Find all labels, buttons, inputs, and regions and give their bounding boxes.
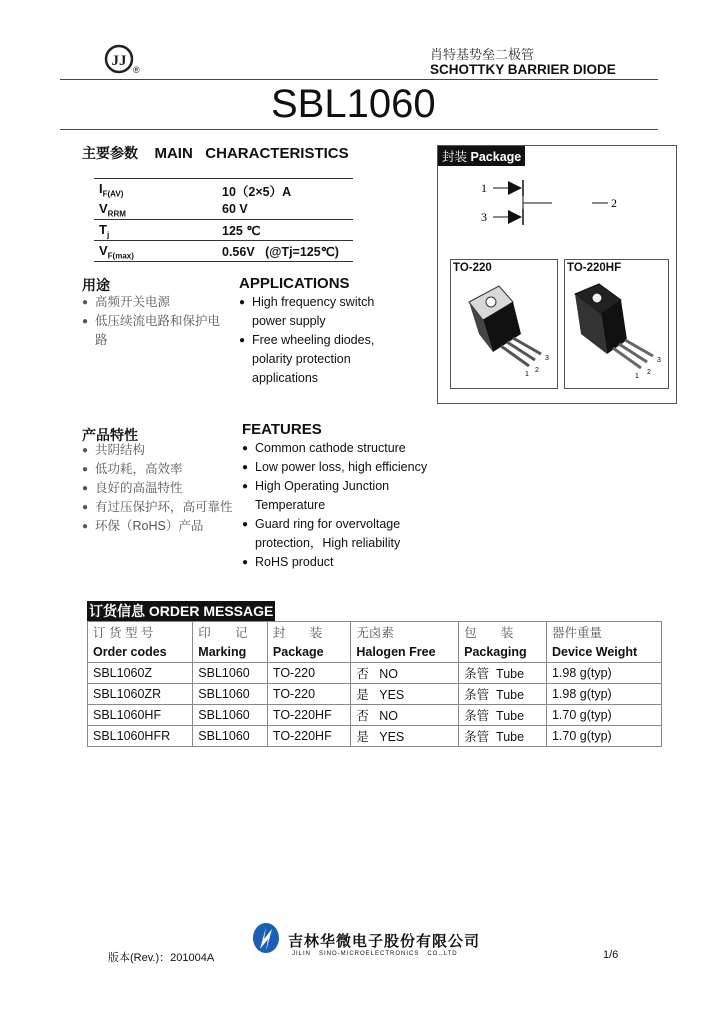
to220hf-pin2-label: 2 — [647, 369, 651, 376]
main-characteristics-heading — [82, 143, 349, 163]
page-number: 1/6 — [603, 949, 619, 961]
company-logo-icon — [250, 921, 282, 955]
order-header-zh-cell: 印 记 — [193, 622, 268, 643]
list-item: ● 低压续流电路和保护电路 — [82, 312, 232, 350]
package-title-en: Package — [470, 150, 522, 164]
list-item: ● Low power loss, high efficiency — [242, 458, 442, 477]
order-cell-halogen: 是 YES — [351, 684, 459, 705]
list-item: ● Guard ring for overvoltage protection，High reliability — [242, 515, 442, 553]
order-header-en-cell: Marking — [193, 642, 268, 663]
package-box — [437, 145, 677, 404]
header-rule — [60, 79, 658, 80]
to220-label: TO-220 — [453, 262, 492, 274]
order-cell-package: TO-220 — [267, 684, 350, 705]
order-cell-packaging: 条管 Tube — [459, 684, 547, 705]
title-rule — [60, 129, 658, 130]
to220hf-pin1-label: 1 — [635, 373, 639, 380]
package-title — [438, 146, 525, 166]
table-row — [88, 684, 662, 705]
char-value: 125 ℃ — [222, 224, 261, 238]
char-row — [94, 241, 353, 261]
package-title-zh: 封装 — [442, 150, 468, 164]
order-header-en-cell: Halogen Free — [351, 642, 459, 663]
order-cell-halogen: 否 NO — [351, 705, 459, 726]
order-header-zh-cell: 封 装 — [267, 622, 350, 643]
features-title-zh: 产品特性 — [82, 427, 138, 443]
to220hf-drawing-icon — [571, 280, 665, 380]
list-item: ● 有过压保护环，高可靠性 — [82, 498, 242, 517]
order-title-en: ORDER MESSAGE — [148, 603, 274, 619]
applications-title-en: APPLICATIONS — [239, 275, 350, 292]
product-type-en: SCHOTTKY BARRIER DIODE — [430, 62, 616, 77]
char-symbol: $I_{F(AV)}$ — [99, 181, 124, 199]
diode-schematic — [478, 176, 628, 226]
list-item: ● 共阴结构 — [82, 441, 242, 460]
order-header-zh-cell: 无卤素 — [351, 622, 459, 643]
order-cell-packaging: 条管 Tube — [459, 705, 547, 726]
char-symbol: $V_{F(max)}$ — [99, 243, 134, 261]
order-header-en-cell: Packaging — [459, 642, 547, 663]
applications-title-zh: 用途 — [82, 277, 110, 293]
order-cell-marking: SBL1060 — [193, 684, 268, 705]
order-header-zh-cell: 器件重量 — [546, 622, 661, 643]
order-cell-weight: 1.98 g(typ) — [546, 663, 661, 684]
char-row — [94, 199, 353, 220]
order-cell-package: TO-220HF — [267, 726, 350, 747]
applications-list-en — [239, 293, 387, 388]
to220-drawing-icon — [461, 280, 555, 380]
list-item: ● 低功耗，高效率 — [82, 460, 242, 479]
order-cell-halogen: 否 NO — [351, 663, 459, 684]
order-header-zh-row — [88, 622, 662, 643]
order-message-title — [87, 601, 275, 621]
order-header-zh-cell: 订 货 型 号 — [88, 622, 193, 643]
applications-list-zh — [82, 293, 232, 350]
order-cell-package: TO-220HF — [267, 705, 350, 726]
char-row — [94, 179, 353, 199]
to220hf-label: TO-220HF — [567, 262, 622, 274]
list-item: ● Common cathode structure — [242, 439, 442, 458]
list-item: ● 高频开关电源 — [82, 293, 232, 312]
order-header-en-cell: Order codes — [88, 642, 193, 663]
char-value: 60 V — [222, 202, 248, 216]
table-row — [88, 663, 662, 684]
to220hf-package — [564, 259, 669, 389]
order-cell-halogen: 是 YES — [351, 726, 459, 747]
company-logo — [103, 44, 139, 78]
order-cell-code: SBL1060ZR — [88, 684, 193, 705]
to220-pin2-label: 2 — [535, 367, 539, 374]
list-item: ● High Operating Junction Temperature — [242, 477, 442, 515]
order-cell-weight: 1.70 g(typ) — [546, 726, 661, 747]
main-characteristics-table — [94, 178, 353, 262]
list-item: ● Free wheeling diodes, polarity protection applications — [239, 331, 387, 388]
order-cell-code: SBL1060Z — [88, 663, 193, 684]
list-item: ● 环保（RoHS）产品 — [82, 517, 242, 536]
table-row — [88, 705, 662, 726]
list-item: ● 良好的高温特性 — [82, 479, 242, 498]
main-char-title-zh: 主要参数 — [82, 145, 138, 161]
char-row — [94, 220, 353, 241]
char-value: 10（2×5）A — [222, 185, 292, 199]
main-char-title-en: MAIN CHARACTERISTICS — [154, 145, 349, 162]
product-type-zh: 肖特基势垒二极管 — [430, 47, 535, 62]
order-header-en-cell: Package — [267, 642, 350, 663]
company-name-zh: 吉林华微电子股份有限公司 — [288, 933, 481, 950]
table-row — [88, 726, 662, 747]
order-cell-packaging: 条管 Tube — [459, 726, 547, 747]
order-cell-marking: SBL1060 — [193, 726, 268, 747]
pin-2-label: 2 — [611, 196, 617, 210]
char-symbol: $T_j$ — [99, 222, 110, 240]
order-cell-code: SBL1060HFR — [88, 726, 193, 747]
order-cell-packaging: 条管 Tube — [459, 663, 547, 684]
pin-1-label: 1 — [481, 181, 487, 195]
order-cell-marking: SBL1060 — [193, 705, 268, 726]
pin-3-label: 3 — [481, 210, 487, 224]
revision-label: 版本(Rev.)：201004A — [108, 952, 215, 964]
char-symbol: $V_{RRM}$ — [99, 201, 126, 219]
features-list-en — [242, 439, 442, 572]
part-number-title: SBL1060 — [271, 82, 436, 126]
order-title-zh: 订货信息 — [89, 603, 145, 619]
to220-pin1-label: 1 — [525, 371, 529, 378]
footer-logo — [250, 921, 282, 960]
order-cell-package: TO-220 — [267, 663, 350, 684]
registered-mark: ® — [133, 65, 140, 75]
order-header-en-row — [88, 642, 662, 663]
to220hf-pin3-label: 3 — [657, 357, 661, 364]
list-item: ● RoHS product — [242, 553, 442, 572]
diode-2-icon — [508, 210, 522, 224]
order-cell-weight: 1.70 g(typ) — [546, 705, 661, 726]
order-header-en-cell: Device Weight — [546, 642, 661, 663]
to220-package — [450, 259, 558, 389]
list-item: ● High frequency switch power supply — [239, 293, 387, 331]
order-cell-marking: SBL1060 — [193, 663, 268, 684]
order-cell-weight: 1.98 g(typ) — [546, 684, 661, 705]
order-cell-code: SBL1060HF — [88, 705, 193, 726]
logo-text: JJ — [111, 53, 127, 69]
order-header-zh-cell: 包 装 — [459, 622, 547, 643]
company-name-en: JILIN SINO-MICROELECTRONICS CO.,LTD — [292, 951, 458, 957]
to220-pin3-label: 3 — [545, 355, 549, 362]
features-title-en: FEATURES — [242, 421, 322, 438]
order-table — [87, 621, 662, 747]
char-value: 0.56V (@Tj=125℃) — [222, 245, 339, 259]
diode-1-icon — [508, 181, 522, 195]
features-list-zh — [82, 441, 242, 536]
